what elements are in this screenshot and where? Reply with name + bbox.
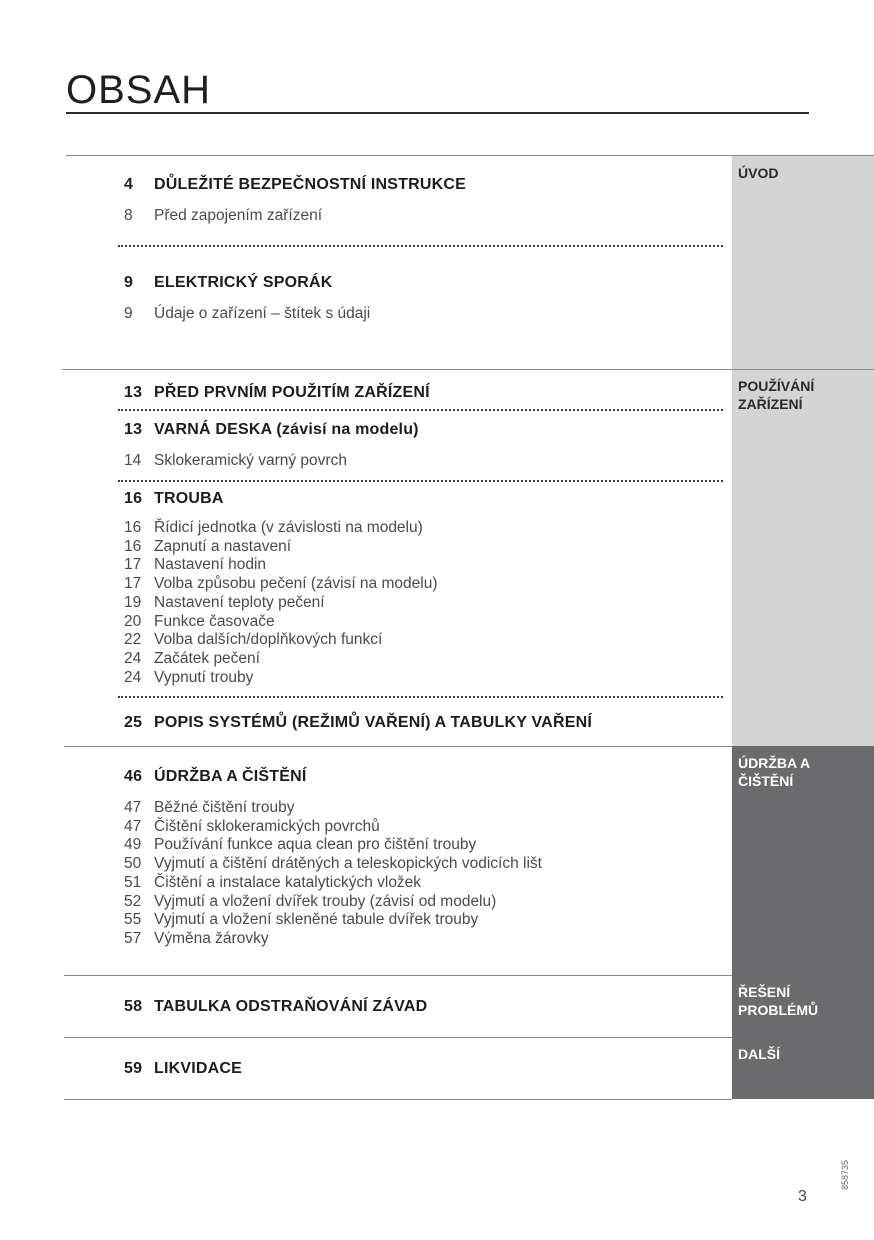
toc-page-number: 22 xyxy=(124,631,142,649)
toc-subheading: Čištění sklokeramických povrchů xyxy=(154,817,380,835)
toc-subentry[interactable] xyxy=(124,818,542,837)
toc-subheading: Čištění a instalace katalytických vložek xyxy=(154,873,422,891)
dotted-separator xyxy=(118,480,723,482)
toc-subheading: Před zapojením zařízení xyxy=(154,207,323,224)
tab-udrzba-label-1: ÚDRŽBA A xyxy=(738,755,811,771)
toc-entry[interactable] xyxy=(124,421,419,439)
toc-subentry[interactable] xyxy=(124,650,437,669)
toc-entry[interactable] xyxy=(124,1060,242,1078)
toc-page-number: 47 xyxy=(124,817,142,835)
toc-heading: PŘED PRVNÍM POUŽITÍM ZAŘÍZENÍ xyxy=(154,384,430,401)
tab-dalsi xyxy=(732,1037,874,1099)
section-divider xyxy=(64,1099,732,1100)
tab-pouzivani-label-2: ZAŘÍZENÍ xyxy=(738,396,803,412)
toc-heading: ELEKTRICKÝ SPORÁK xyxy=(154,274,333,291)
toc-heading: TABULKA ODSTRAŇOVÁNÍ ZÁVAD xyxy=(154,998,428,1015)
toc-subheading: Používání funkce aqua clean pro čištění trouby xyxy=(154,836,477,854)
toc-entry[interactable] xyxy=(124,452,347,470)
toc-page-number: 9 xyxy=(124,274,134,291)
toc-subentry[interactable] xyxy=(124,538,437,557)
toc-entry[interactable] xyxy=(124,384,430,402)
toc-page-number: 16 xyxy=(124,537,142,555)
toc-subheading: Zapnutí a nastavení xyxy=(154,537,292,555)
toc-subentry[interactable] xyxy=(124,836,542,855)
toc-subheading: Vyjmutí a vložení skleněné tabule dvířek trouby xyxy=(154,911,479,929)
toc-subentry[interactable] xyxy=(124,799,542,818)
trouba-sublist xyxy=(124,519,437,687)
page-title: OBSAH xyxy=(66,68,212,112)
toc-page-number: 46 xyxy=(124,768,143,785)
toc-subentry[interactable] xyxy=(124,893,542,912)
toc-subheading: Údaje o zařízení – štítek s údaji xyxy=(154,305,371,322)
toc-page-number: 59 xyxy=(124,1060,143,1077)
toc-subheading: Nastavení teploty pečení xyxy=(154,593,325,611)
toc-subheading: Řídicí jednotka (v závislosti na modelu) xyxy=(154,519,423,536)
page-number: 3 xyxy=(798,1188,807,1205)
toc-subentry[interactable] xyxy=(124,911,542,930)
toc-subentry[interactable] xyxy=(124,631,437,650)
toc-subheading: Vypnutí trouby xyxy=(154,668,254,686)
toc-page-number: 51 xyxy=(124,873,142,891)
tab-uvod xyxy=(732,156,874,369)
dotted-separator xyxy=(118,696,723,698)
toc-page-number: 24 xyxy=(124,668,142,686)
toc-entry[interactable] xyxy=(124,274,333,292)
dotted-separator xyxy=(118,409,723,411)
toc-page-number: 25 xyxy=(124,714,143,731)
toc-page-number: 19 xyxy=(124,593,142,611)
toc-subentry[interactable] xyxy=(124,613,437,632)
toc-page-number: 16 xyxy=(124,490,143,507)
toc-page-number: 4 xyxy=(124,176,134,193)
toc-subentry[interactable] xyxy=(124,519,437,538)
toc-subheading: Vyjmutí a čištění drátěných a teleskopických vodicích lišt xyxy=(154,855,542,873)
document-id: 858735 xyxy=(840,1159,850,1190)
toc-subheading: Nastavení hodin xyxy=(154,556,267,574)
toc-subheading: Běžné čištění trouby xyxy=(154,799,295,816)
toc-subheading: Volba dalších/doplňkových funkcí xyxy=(154,631,383,649)
toc-page-number: 58 xyxy=(124,998,143,1015)
toc-page-number: 17 xyxy=(124,575,142,593)
toc-entry[interactable] xyxy=(124,305,370,323)
toc-heading: ÚDRŽBA A ČIŠTĚNÍ xyxy=(154,768,307,785)
tab-uvod-label: ÚVOD xyxy=(738,165,779,181)
toc-entry[interactable] xyxy=(124,714,592,732)
toc-page-number: 49 xyxy=(124,836,142,854)
toc-subentry[interactable] xyxy=(124,874,542,893)
tab-reseni xyxy=(732,975,874,1037)
tab-pouzivani-label-1: POUŽÍVÁNÍ xyxy=(738,378,815,394)
toc-page-number: 57 xyxy=(124,929,142,947)
toc-page-number: 20 xyxy=(124,612,142,630)
section-divider xyxy=(62,369,874,370)
udrzba-sublist xyxy=(124,799,542,949)
toc-entry[interactable] xyxy=(124,490,224,508)
toc-page-number: 52 xyxy=(124,892,142,910)
toc-heading: POPIS SYSTÉMŮ (REŽIMŮ VAŘENÍ) A TABULKY VAŘENÍ xyxy=(154,714,592,731)
toc-heading: VARNÁ DESKA (závisí na modelu) xyxy=(154,421,419,438)
toc-subheading: Funkce časovače xyxy=(154,612,275,630)
tab-pouzivani xyxy=(732,369,874,746)
section-divider xyxy=(64,746,732,747)
toc-page-number: 13 xyxy=(124,384,143,401)
dotted-separator xyxy=(118,245,723,247)
tab-udrzba xyxy=(732,746,874,975)
toc-subheading: Výměna žárovky xyxy=(154,929,269,947)
toc-heading: TROUBA xyxy=(154,490,224,507)
tab-reseni-label-2: PROBLÉMŮ xyxy=(738,1002,819,1018)
toc-subentry[interactable] xyxy=(124,930,542,949)
toc-subheading: Sklokeramický varný povrch xyxy=(154,452,347,469)
toc-page-number: 17 xyxy=(124,556,142,574)
toc-heading: LIKVIDACE xyxy=(154,1060,243,1077)
toc-page-number: 16 xyxy=(124,519,142,536)
toc-subheading: Začátek pečení xyxy=(154,649,260,667)
toc-entry[interactable] xyxy=(124,768,307,786)
toc-entry[interactable] xyxy=(124,207,322,225)
toc-entry[interactable] xyxy=(124,998,427,1016)
toc-subheading: Vyjmutí a vložení dvířek trouby (závisí od modelu) xyxy=(154,892,497,910)
section-divider xyxy=(64,1037,732,1038)
section-divider xyxy=(64,975,732,976)
toc-page-number: 13 xyxy=(124,421,143,438)
tab-dalsi-label: DALŠÍ xyxy=(738,1046,780,1062)
toc-subentry[interactable] xyxy=(124,556,437,575)
tab-udrzba-label-2: ČIŠTĚNÍ xyxy=(738,773,794,789)
toc-subentry[interactable] xyxy=(124,669,437,688)
toc-subentry[interactable] xyxy=(124,594,437,613)
toc-page-number: 55 xyxy=(124,911,142,929)
toc-subentry[interactable] xyxy=(124,855,542,874)
toc-subheading: Volba způsobu pečení (závisí na modelu) xyxy=(154,575,438,593)
toc-page-number: 8 xyxy=(124,207,133,224)
toc-entry[interactable] xyxy=(124,176,466,194)
toc-page-number: 50 xyxy=(124,855,142,873)
toc-page-number: 24 xyxy=(124,649,142,667)
title-underline xyxy=(66,112,809,114)
toc-page-number: 14 xyxy=(124,452,142,469)
toc-heading: DŮLEŽITÉ BEZPEČNOSTNÍ INSTRUKCE xyxy=(154,176,466,193)
tab-reseni-label-1: ŘEŠENÍ xyxy=(738,984,791,1000)
section-divider xyxy=(66,155,874,156)
toc-page-number: 9 xyxy=(124,305,133,322)
toc-subentry[interactable] xyxy=(124,575,437,594)
toc-page-number: 47 xyxy=(124,799,142,816)
